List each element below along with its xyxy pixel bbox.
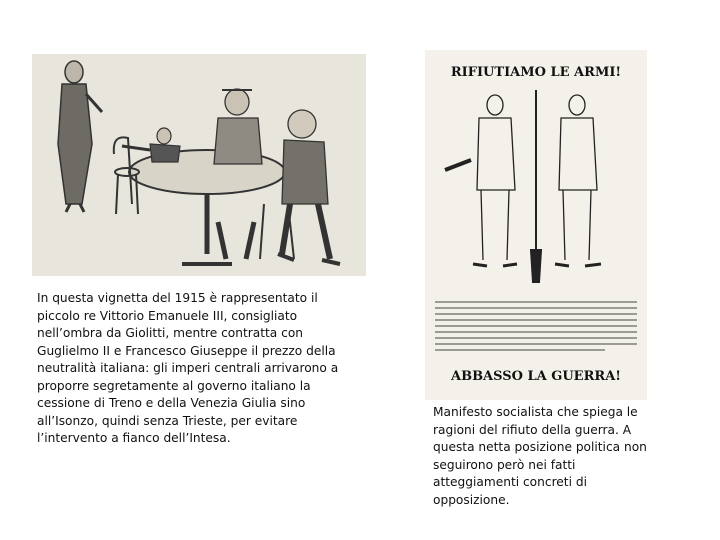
cartoon-caption: In questa vignetta del 1915 è rappresentato il piccolo re Vittorio Emanuele III, consigliato nell’ombra da Giolitti, mentre contratta con Guglielmo II e Francesco Giuseppe il prezzo della neutralità italiana: gli imperi centrali arrivarono a proporre segretamente al governo italiano la cessione di Treno e della Venezia Giulia sino all’Isonzo, quindi senza Trieste, per evitare l’intervento a fianco dell’Intesa. — [37, 291, 339, 445]
poster-headline: RIFIUTIAMO LE ARMI! — [450, 65, 622, 80]
cartoon-drawing — [32, 54, 366, 276]
socialist-poster — [425, 50, 647, 400]
cartoon-illustration — [32, 54, 366, 276]
poster-caption: Manifesto socialista che spiega le ragioni del rifiuto della guerra. A questa netta posizione politica non seguirono però nei fatti atteggiamenti concreti di opposizione. — [433, 405, 647, 507]
poster-footer-headline: ABBASSO LA GUERRA! — [451, 369, 621, 384]
poster-drawing — [425, 50, 647, 400]
